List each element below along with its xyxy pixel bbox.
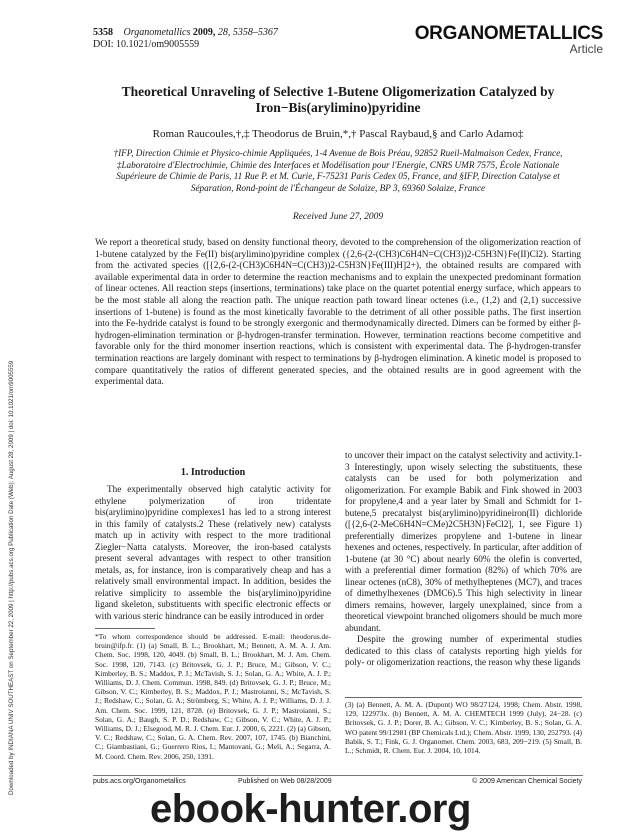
footnotes-left: *To whom correspondence should be addressed. E-mail: theodorus.de-bruin@ifp.fr. (1) (a) Small, B. L.; Brookhart, M.; Bennett, A. M. A. J. Am. Chem. Soc. 1998, 120, 4049. (b) Small, B. L.; Brookhart, M. J. Am. Chem. Soc. 1998, 120, 7143. (c) Britovsek, G. J. P.; Bruce, M.; Gibson, V. C.; Kimberley, B. S.; Maddox, P. J.; McTavish, S. J.; Solan, G. A.; White, A. J. P.; Williams, D. J. Chem. Commun. 1998, 849. (d) Britovsek, G. J. P.; Bruce, M.; Gibson, V. C.; Kimberley, B. S.; Maddox, P. J.; Mastroianni, S.; McTavish, S. J.; Redshaw, C.; Solan, G. A.; Strömberg, S.; White, A. J. P.; Williams, D. J. J. Am. Chem. Soc. 1999, 121, 8728. (e) Britovsek, G. J. P.; Mastroianni, S.; Solan, G. A.; Baugh, S. P. D.; Redshaw, C.; Gibson, V. C.; White, A. J. P.; Williams, D. J.; Elsegood, M. R. J. Chem. Eur. J. 2000, 6, 2221. (2) (a) Gibson, V. C.; Redshaw, C.; Solan, G. A. Chem. Rev. 2007, 107, 1745. (b) Bianchini, C.; Giambastiani, G.; Guerrero Rios, I.; Mantovani, G.; Meli, A.; Segarra, A. M. Coord. Chem. Rev. 2006, 250, 1391.: [95, 632, 331, 761]
intro-paragraph: The experimentally observed high catalytic activity for ethylene polymerization of iron tridentate bis(arylimino)pyridine complexes1 has led to a strong interest in this family of catalysts.2 These (relatively new) catalysts match up in activity with respect to the more traditional Ziegler−Natta catalysts. Moreover, the iron-based catalysts present several advantages with respect to other transition metals, as, for instance, iron is comparatively cheap and has a relatively small environmental impact. In addition, besides the relative simplicity to assemble the bis(arylimino)pyridine ligand skeleton, substituents with specific electronic effects or with various steric hindrance can be easily introduced in order: [95, 484, 331, 621]
author-list: Roman Raucoules,†,‡ Theodorus de Bruin,*,† Pascal Raybaud,§ and Carlo Adamo‡: [152, 128, 524, 140]
watermark: [150, 787, 471, 831]
affiliations: †IFP, Direction Chimie et Physico-chimie Appliquées, 1-4 Avenue de Bois Préau, 92852 Rueil-Malmaison Cedex, France, ‡Laboratoire d'Electrochimie, Chimie des Interfaces et Modélisation pour l'Energie, CNRS UMR 7575, École Nationale Supérieure de Chimie de Paris, 11 Rue P. et M. Curie, F-75231 Paris Cedex 05, France, and §IFP, Direction Catalyse et Séparation, Rond-point de l'Échangeur de Solaize, BP 3, 69360 Solaize, France: [113, 148, 563, 193]
body-column-left: [95, 484, 331, 622]
copyright: © 2009 American Chemical Society: [472, 778, 582, 785]
page-number: 5358: [93, 27, 113, 38]
watermark-part1: ebook: [150, 787, 266, 831]
section-heading: 1. Introduction: [180, 467, 246, 478]
abstract: We report a theoretical study, based on density functional theory, devoted to the comprehension of the oligomerization reaction of 1-butene catalyzed by the Fe(II) bis(arylimino)pyridine complex ({2,6-(2-(CH3)C6H4N=C(CH3))2-C5H3N}Fe(II)Cl2). Starting from the activated species ([{2,6-(2-(CH3)C6H4N=C(CH3))2-C5H3N}Fe(III)H]2+), the obtained results are compared with available experimental data in order to determine the reaction mechanisms and to explain the unexpected predominant formation of linear octenes. All reaction steps (insertions, terminations) take place on the quartet potential energy surface, which appears to be the most stable all along the reaction path. The unique reaction path toward linear octenes (i.e., (1,2) and (2,1) successive insertions of 1-butene) is found as the most kinetically favorable to the detriment of all other possible paths. The first insertion into the Fe-hydride catalyst is found to be strongly exergonic and thermodynamically directed. Dimers can be formed by either β-hydrogen-elimination termination or β-hydrogen-transfer termination. However, termination reactions become competitive and favorable only for the third monomer insertion reactions, which is consistent with experimental data. The β-hydrogen-transfer termination reactions are largely dominant with respect to terminations by β-hydrogen elimination. A kinetic model is proposed to compare quantitatively the ratios of different generated species, and the obtained results are in good agreement with the experimental data.: [95, 238, 581, 388]
journal-name: Organometallics: [123, 27, 191, 38]
watermark-part2: hunter: [278, 787, 398, 831]
journal-url[interactable]: pubs.acs.org/Organometallics: [93, 778, 186, 785]
received-date: Received June 27, 2009: [292, 212, 384, 222]
watermark-part3: .org: [397, 787, 471, 831]
intro-paragraph-2: Despite the growing number of experimental studies dedicated to this class of catalysts reporting high yields for poly- or oligomerization reactions, the reason why these ligands: [345, 634, 582, 667]
body-column-right: [345, 450, 582, 669]
running-header: [93, 27, 278, 51]
article-type: Article: [569, 42, 603, 56]
footnote-divider-left: [95, 628, 155, 629]
journal-year: 2009,: [192, 27, 216, 38]
logo-text: ORGANOMETALLICS: [414, 23, 603, 44]
doi: DOI: 10.1021/om9005559: [93, 39, 200, 50]
footnotes-right: (3) (a) Bennett, A. M. A. (Dupont) WO 98/27124, 1998; Chem. Abstr. 1998, 129, 122973x. (b) Bennett, A. M. A. CHEMTECH 1999 (July), 24−28. (c) Britovsek, G. J. P.; Dorer, B. A.; Gibson, V. C.; Kimberley, B. S.; Solan, G. A. WO patent 99/12981 (BP Chemicals Ltd.); Chem. Abstr. 1999, 130, 252793. (4) Babik, S. T.; Fink, G. J. Organomet. Chem. 2003, 683, 209−219. (5) Small, B. L.; Schmidt, R. Chem. Eur. J. 2004, 10, 1014.: [345, 700, 582, 756]
watermark-dash: -: [265, 787, 279, 831]
download-note: Downloaded by INDIANA UNIV SOUTHEAST on September 22, 2009 | http://pubs.acs.org Publication Date (Web): August 28, 2009 | doi: 10.1021/om9005559: [8, 360, 15, 795]
volume-pages: 28, 5358–5367: [217, 27, 278, 38]
paper-title: Theoretical Unraveling of Selective 1-Butene Oligomerization Catalyzed by Iron−Bis(arylimino)pyridine: [121, 84, 555, 115]
publication-date: Published on Web 08/28/2009: [238, 778, 332, 785]
intro-paragraph-continued: to uncover their impact on the catalyst selectivity and activity.1-3 Interestingly, upon wisely selecting the substituents, these catalysts can be used for both polymerization and oligomerization. For example Babik and Fink showed in 2003 for propylene,4 and a year later by Small and Schmidt for 1-butene,5 precatalyst bis(arylimino)pyridineiron(II) dichloride ([{2,6-(2-MeC6H4N=CMe)2C5H3N}FeCl2], 1, see Figure 1) preferentially dimerizes propylene and 1-butene in linear hexenes and octenes, respectively. In particular, after addition of 1-butene (at 30 °C) about nearly 60% the olefin is converted, with a preferential dimer formation (82%) of which 70% are linear octenes (nC8), 30% of methylheptenes (MC7), and traces of dimethylhexenes (DMC6).5 This high selectivity in linear dimers remains, however, largely unexplained, since from a theoretical viewpoint branched oligomers should be much more abundant.: [345, 450, 582, 633]
footer-divider: [93, 775, 583, 776]
journal-logo: [415, 24, 603, 56]
footnote-divider-right: [345, 697, 582, 698]
